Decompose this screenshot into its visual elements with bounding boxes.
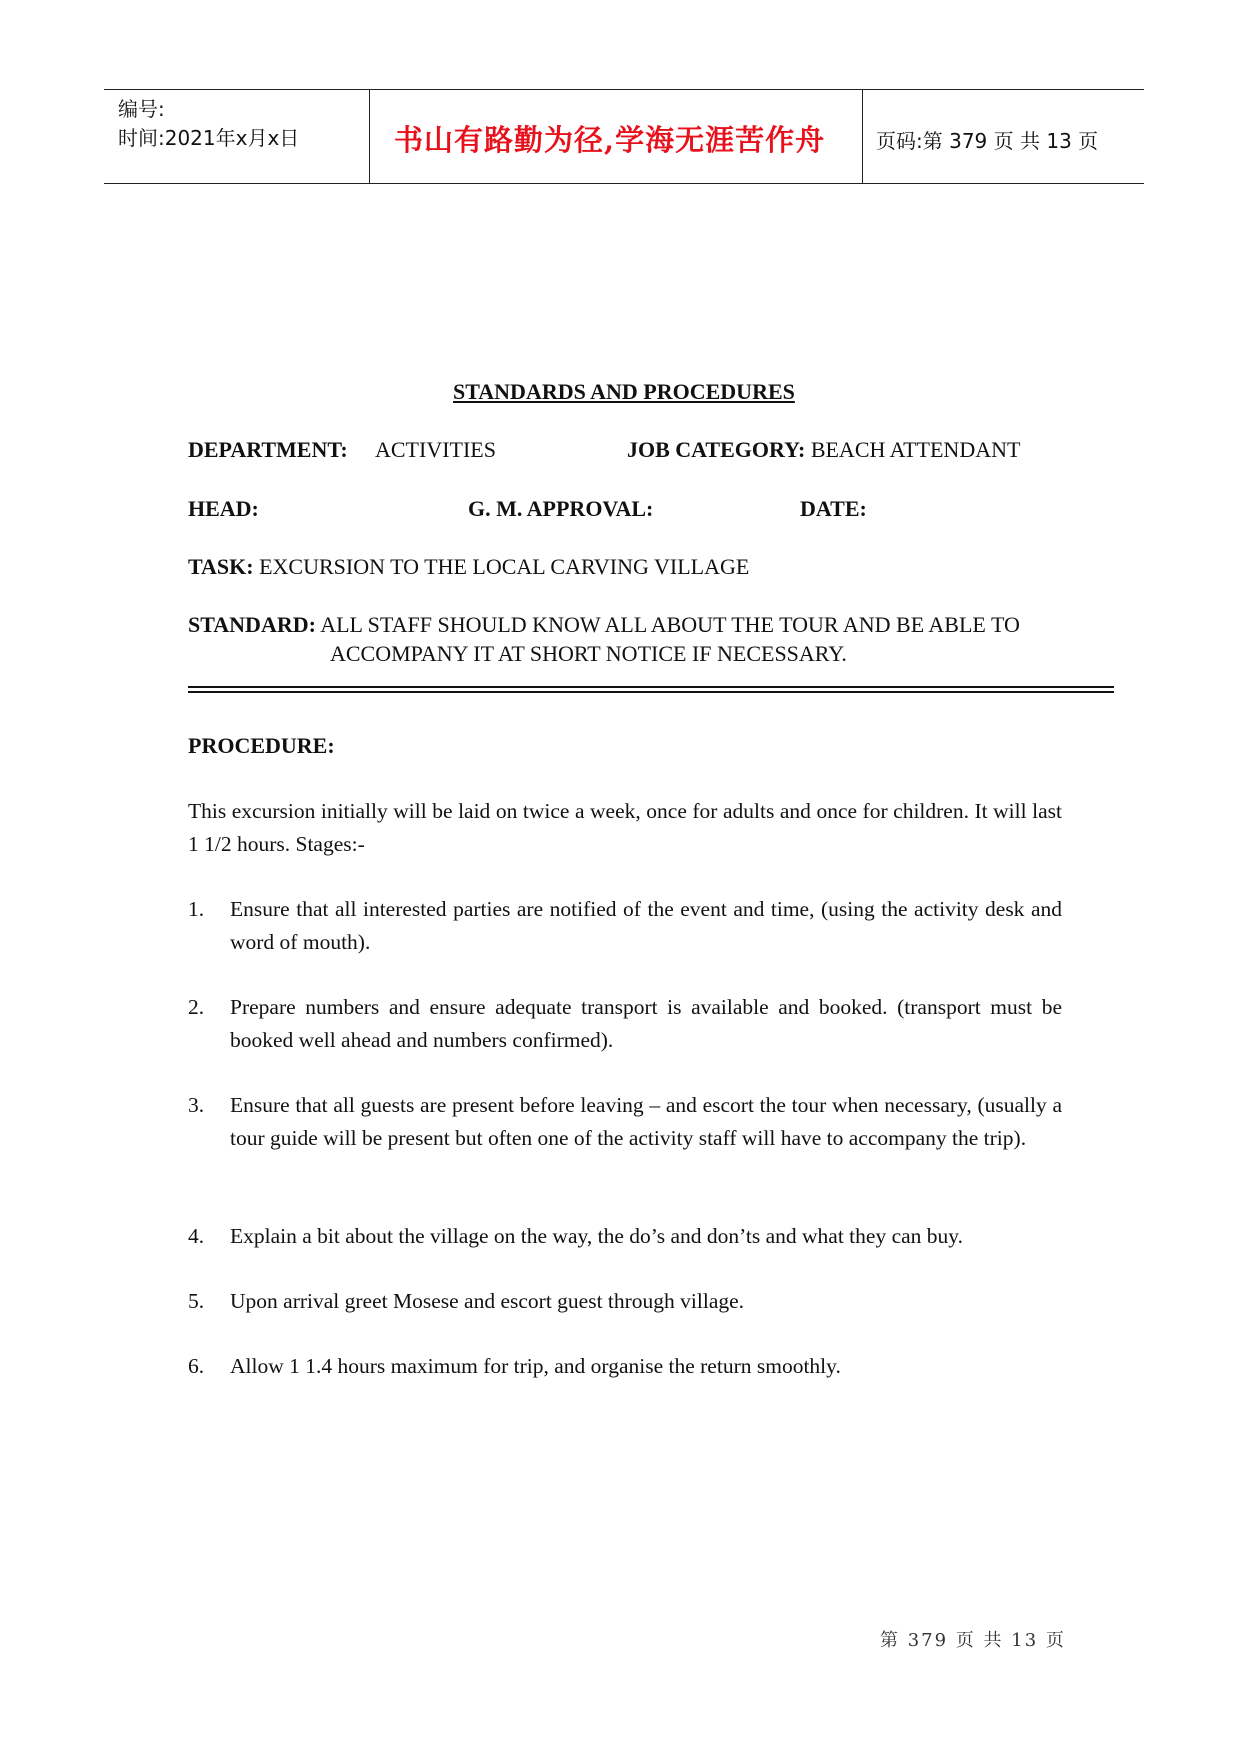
- procedure-step: [188, 991, 1062, 1057]
- step-number: 3.: [188, 1093, 205, 1117]
- procedure-label: PROCEDURE:: [188, 733, 335, 758]
- step-number: 4.: [188, 1224, 205, 1248]
- step-text: Ensure that all interested parties are notified of the event and time, (using the activity desk and word of mouth).: [230, 897, 1062, 954]
- procedure-step: [188, 1285, 1062, 1318]
- procedure-step: [188, 1089, 1062, 1155]
- procedure-step: [188, 1220, 1062, 1253]
- header-page-label: 页码:第 379 页 共 13 页: [876, 129, 1099, 153]
- step-number: 5.: [188, 1289, 205, 1313]
- header-divider-right: [862, 90, 863, 184]
- job-category-row: [627, 437, 1020, 463]
- document-title: STANDARDS AND PROCEDURES: [453, 379, 795, 404]
- step-text: Prepare numbers and ensure adequate transport is available and booked. (transport must be booked well ahead and numbers confirmed).: [230, 995, 1062, 1052]
- standard-line-2: ACCOMPANY IT AT SHORT NOTICE IF NECESSARY.: [330, 641, 847, 666]
- section-rule-top: [188, 686, 1114, 688]
- header-divider-left: [369, 90, 370, 184]
- department-row: [188, 437, 348, 463]
- task-value: EXCURSION TO THE LOCAL CARVING VILLAGE: [259, 554, 750, 579]
- head-label: HEAD:: [188, 496, 259, 521]
- procedure-step: [188, 1350, 1062, 1383]
- step-text: Allow 1 1.4 hours maximum for trip, and organise the return smoothly.: [230, 1354, 841, 1378]
- head-field: [188, 496, 259, 522]
- motto: 书山有路勤为径,学海无涯苦作舟: [394, 123, 826, 157]
- date-field: [800, 496, 867, 522]
- task-label: TASK:: [188, 554, 254, 579]
- header-top-rule: [104, 89, 1144, 90]
- department-value: ACTIVITIES: [375, 437, 496, 462]
- step-number: 6.: [188, 1354, 205, 1378]
- step-number: 1.: [188, 897, 205, 921]
- step-text: Ensure that all guests are present before leaving – and escort the tour when necessary, (usually a tour guide will be present but often one of the activity staff will have to accompany the trip).: [230, 1093, 1062, 1150]
- header-bottom-rule: [104, 183, 1144, 184]
- department-label: DEPARTMENT:: [188, 437, 348, 462]
- standard-label: STANDARD:: [188, 612, 316, 637]
- footer-page-number: 第 379 页 共 13 页: [880, 1630, 1066, 1651]
- job-category-value: BEACH ATTENDANT: [810, 437, 1021, 462]
- gm-approval-label: G. M. APPROVAL:: [468, 496, 654, 521]
- document-number-label: 编号:: [118, 97, 165, 121]
- date-label: DATE:: [800, 496, 867, 521]
- standard-line-1: ALL STAFF SHOULD KNOW ALL ABOUT THE TOUR AND BE ABLE TO: [320, 612, 1020, 637]
- job-category-label: JOB CATEGORY:: [627, 437, 806, 462]
- procedure-intro: This excursion initially will be laid on twice a week, once for adults and once for children. It will last 1 1/2 hours. Stages:-: [188, 799, 1062, 856]
- step-text: Upon arrival greet Mosese and escort guest through village.: [230, 1289, 745, 1313]
- section-rule-bottom: [188, 691, 1114, 693]
- task-row: [188, 554, 749, 580]
- standard-row: [188, 612, 1020, 638]
- procedure-step: [188, 893, 1062, 959]
- gm-approval-field: [468, 496, 653, 522]
- step-number: 2.: [188, 995, 205, 1019]
- procedure-heading: [188, 733, 335, 759]
- document-time-label: 时间:2021年x月x日: [118, 126, 300, 150]
- step-text: Explain a bit about the village on the way, the do’s and don’ts and what they can buy.: [230, 1224, 964, 1248]
